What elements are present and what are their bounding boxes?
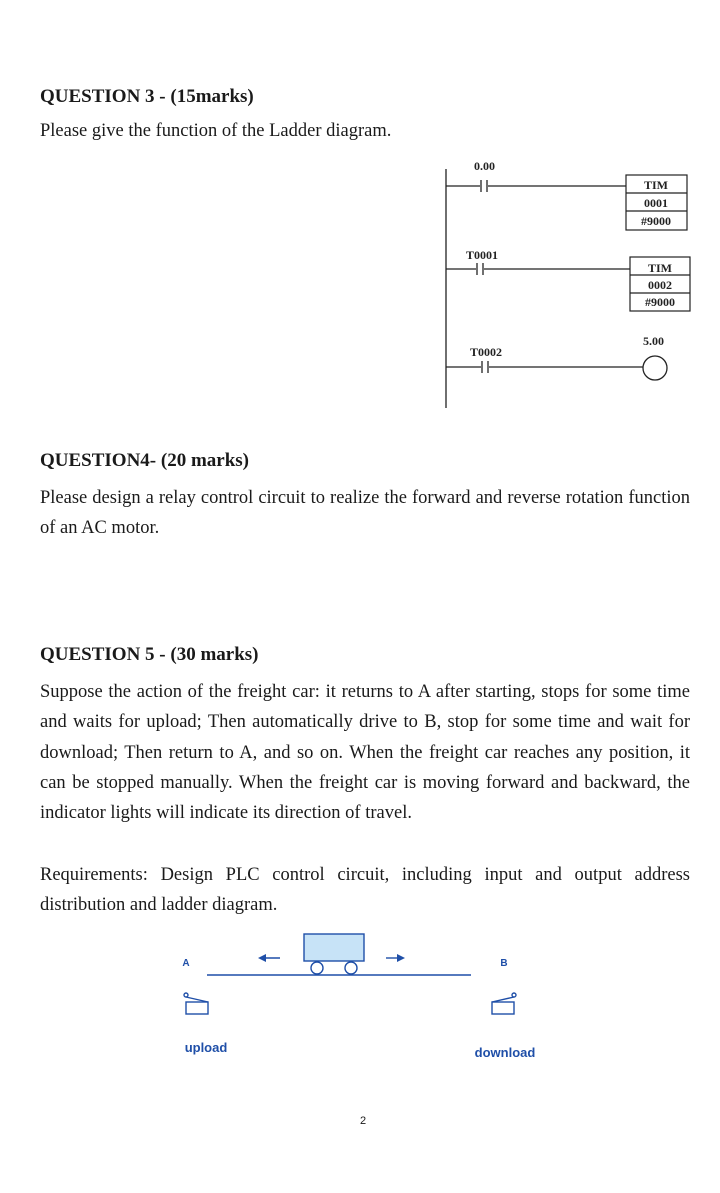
car-wheel-left-icon [311, 962, 323, 974]
timer-2-label: TIM [648, 261, 672, 275]
arrow-right-icon [397, 954, 405, 962]
arrow-left-icon [258, 954, 266, 962]
q3-body: Please give the function of the Ladder diagram. [40, 121, 392, 141]
page-number: 2 [360, 1115, 367, 1127]
limit-switch-a-icon [184, 993, 208, 1014]
q3-heading: QUESTION 3 - (15marks) [40, 86, 254, 107]
car-wheel-right-icon [345, 962, 357, 974]
timer-1-setting: #9000 [641, 214, 671, 228]
rung3-contact-label: T0002 [470, 345, 503, 359]
q4-body: Please design a relay control circuit to realize the forward and reverse rotation function of an AC motor. [40, 488, 690, 539]
timer-1-label: TIM [644, 178, 668, 192]
point-b-label: B [500, 958, 508, 969]
timer-1-number: 0001 [644, 196, 668, 210]
timer-2-setting: #9000 [645, 295, 675, 309]
freight-car-icon [304, 934, 364, 961]
download-label: download [474, 1045, 536, 1060]
output-coil-label: 5.00 [643, 334, 664, 348]
rung1-contact-label: 0.00 [474, 159, 495, 173]
rung2-contact-label: T0001 [466, 248, 499, 262]
q4-heading: QUESTION4- (20 marks) [40, 450, 250, 471]
q5-requirements: Requirements: Design PLC control circuit, including input and output address distribution and ladder diagram. [40, 865, 690, 916]
upload-label: upload [184, 1040, 228, 1055]
q5-body: Suppose the action of the freight car: it returns to A after starting, stops for some time and waits for upload; Then automatically drive to B, stop for some time and wait for download; Then return to A, and so on. When the freight car reaches any position, it can be stopped manually. When the freight car is moving forward and backward, the indicator lights will indicate its direction of travel. [40, 682, 690, 824]
limit-switch-b-icon [492, 993, 516, 1014]
q5-heading: QUESTION 5 - (30 marks) [40, 644, 259, 665]
timer-2-number: 0002 [648, 278, 672, 292]
point-a-label: A [182, 958, 190, 969]
